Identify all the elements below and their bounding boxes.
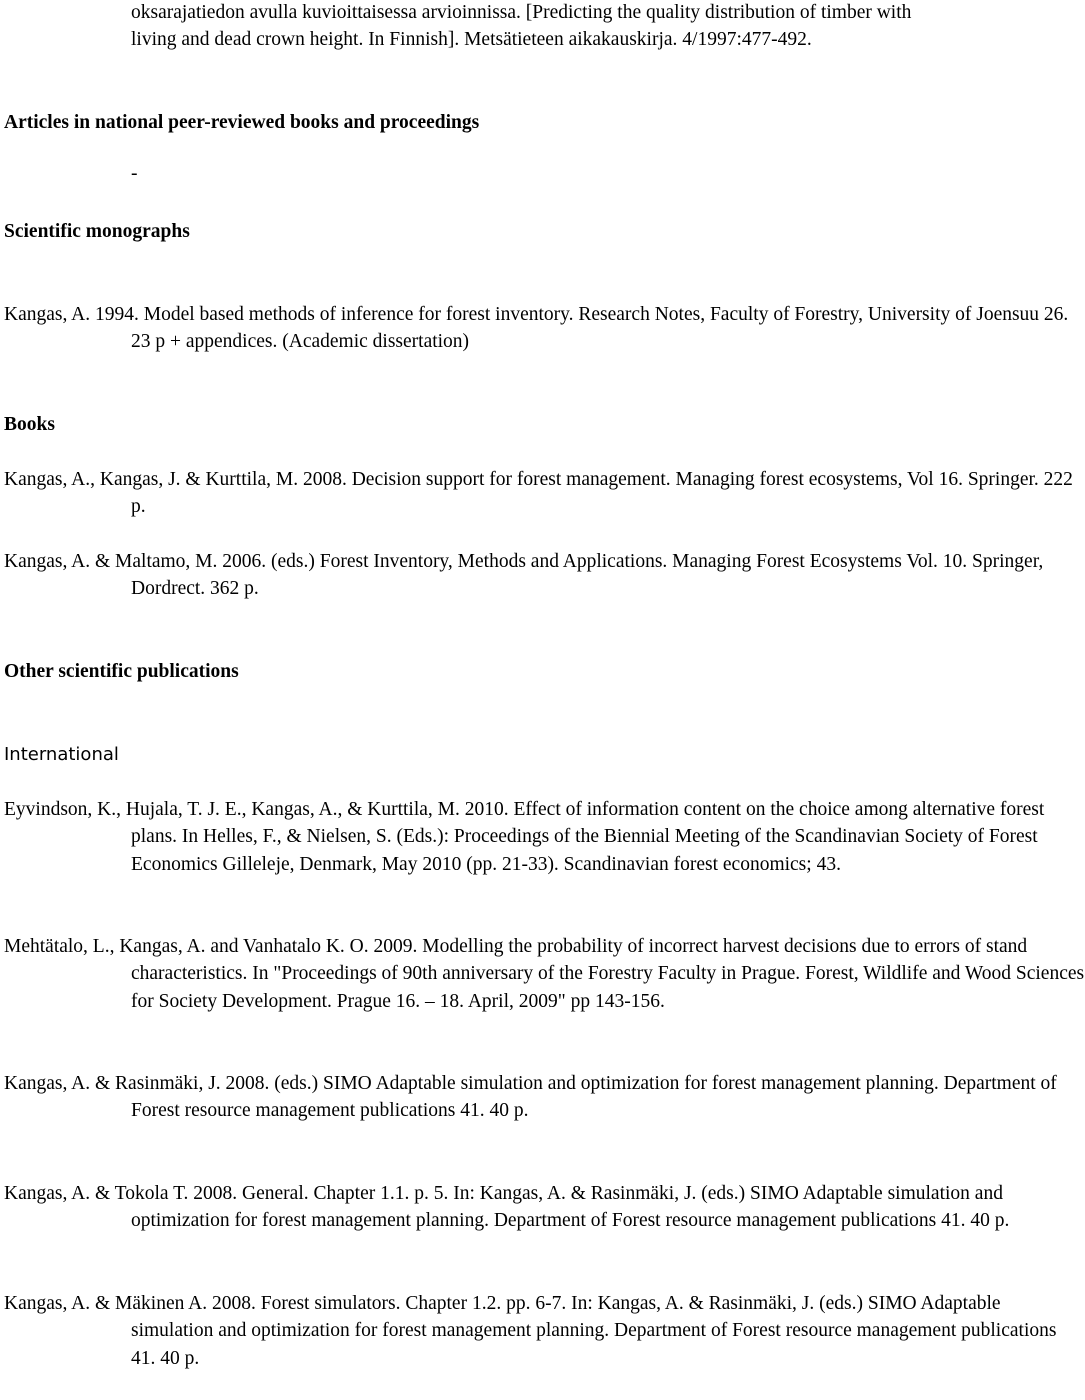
book-entry: Kangas, A., Kangas, J. & Kurttila, M. 2008. Decision support for forest management. Managing forest ecosystems, Vol 16. Springer. 222 p. xyxy=(4,469,1073,518)
empty-placeholder: - xyxy=(131,163,138,184)
monograph-entry: Kangas, A. 1994. Model based methods of inference for forest inventory. Research Notes, Faculty of Forestry, University of Joensuu 26. 23 p + appendices. (Academic dissertation) xyxy=(4,304,1069,353)
publication-entry: Kangas, A. & Rasinmäki, J. 2008. (eds.) SIMO Adaptable simulation and optimization for forest management planning. Department of Forest resource management publications 41. 40 p. xyxy=(4,1073,1057,1122)
heading-other-publications: Other scientific publications xyxy=(4,661,239,682)
heading-books: Books xyxy=(4,414,55,435)
publication-entry: Eyvindson, K., Hujala, T. J. E., Kangas, A., & Kurttila, M. 2010. Effect of information content on the choice among alternative forest plans. In Helles, F., & Nielsen, S. (Eds.): Proceedings of the Biennial Meeting of the Scandinavian Society of Forest Economics Gilleleje, Denmark, May 2010 (pp. 21-33). Scandinavian forest economics; 43. xyxy=(4,799,1045,875)
publication-entry: Mehtätalo, L., Kangas, A. and Vanhatalo K. O. 2009. Modelling the probability of incorrect harvest decisions due to errors of stand characteristics. In "Proceedings of 90th anniversary of the Forestry Faculty in Prague. Forest, Wildlife and Wood Sciences for Society Development. Prague 16. – 18. April, 2009" pp 143-156. xyxy=(4,936,1085,1012)
publication-entry: Kangas, A. & Mäkinen A. 2008. Forest simulators. Chapter 1.2. pp. 6-7. In: Kangas, A. & Rasinmäki, J. (eds.) SIMO Adaptable simulation and optimization for forest management planning. Department of Forest resource management publications 41. 40 p. xyxy=(4,1293,1057,1369)
book-entry: Kangas, A. & Maltamo, M. 2006. (eds.) Forest Inventory, Methods and Applications. Managing Forest Ecosystems Vol. 10. Springer, Dordrect. 362 p. xyxy=(4,551,1044,600)
publication-entry: Kangas, A. & Tokola T. 2008. General. Chapter 1.1. p. 5. In: Kangas, A. & Rasinmäki, J. (eds.) SIMO Adaptable simulation and optimization for forest management planning. Department of Forest resource management publications 41. 40 p. xyxy=(4,1183,1010,1232)
heading-monographs: Scientific monographs xyxy=(4,221,190,242)
subheading-international: International xyxy=(4,744,119,765)
heading-national-articles: Articles in national peer-reviewed books and proceedings xyxy=(4,112,480,133)
continued-reference: oksarajatiedon avulla kuvioittaisessa arvioinnissa. [Predicting the quality distribution of timber with living and dead crown height. In Finnish]. Metsätieteen aikakauskirja. 4/1997:477-492. xyxy=(131,2,912,51)
